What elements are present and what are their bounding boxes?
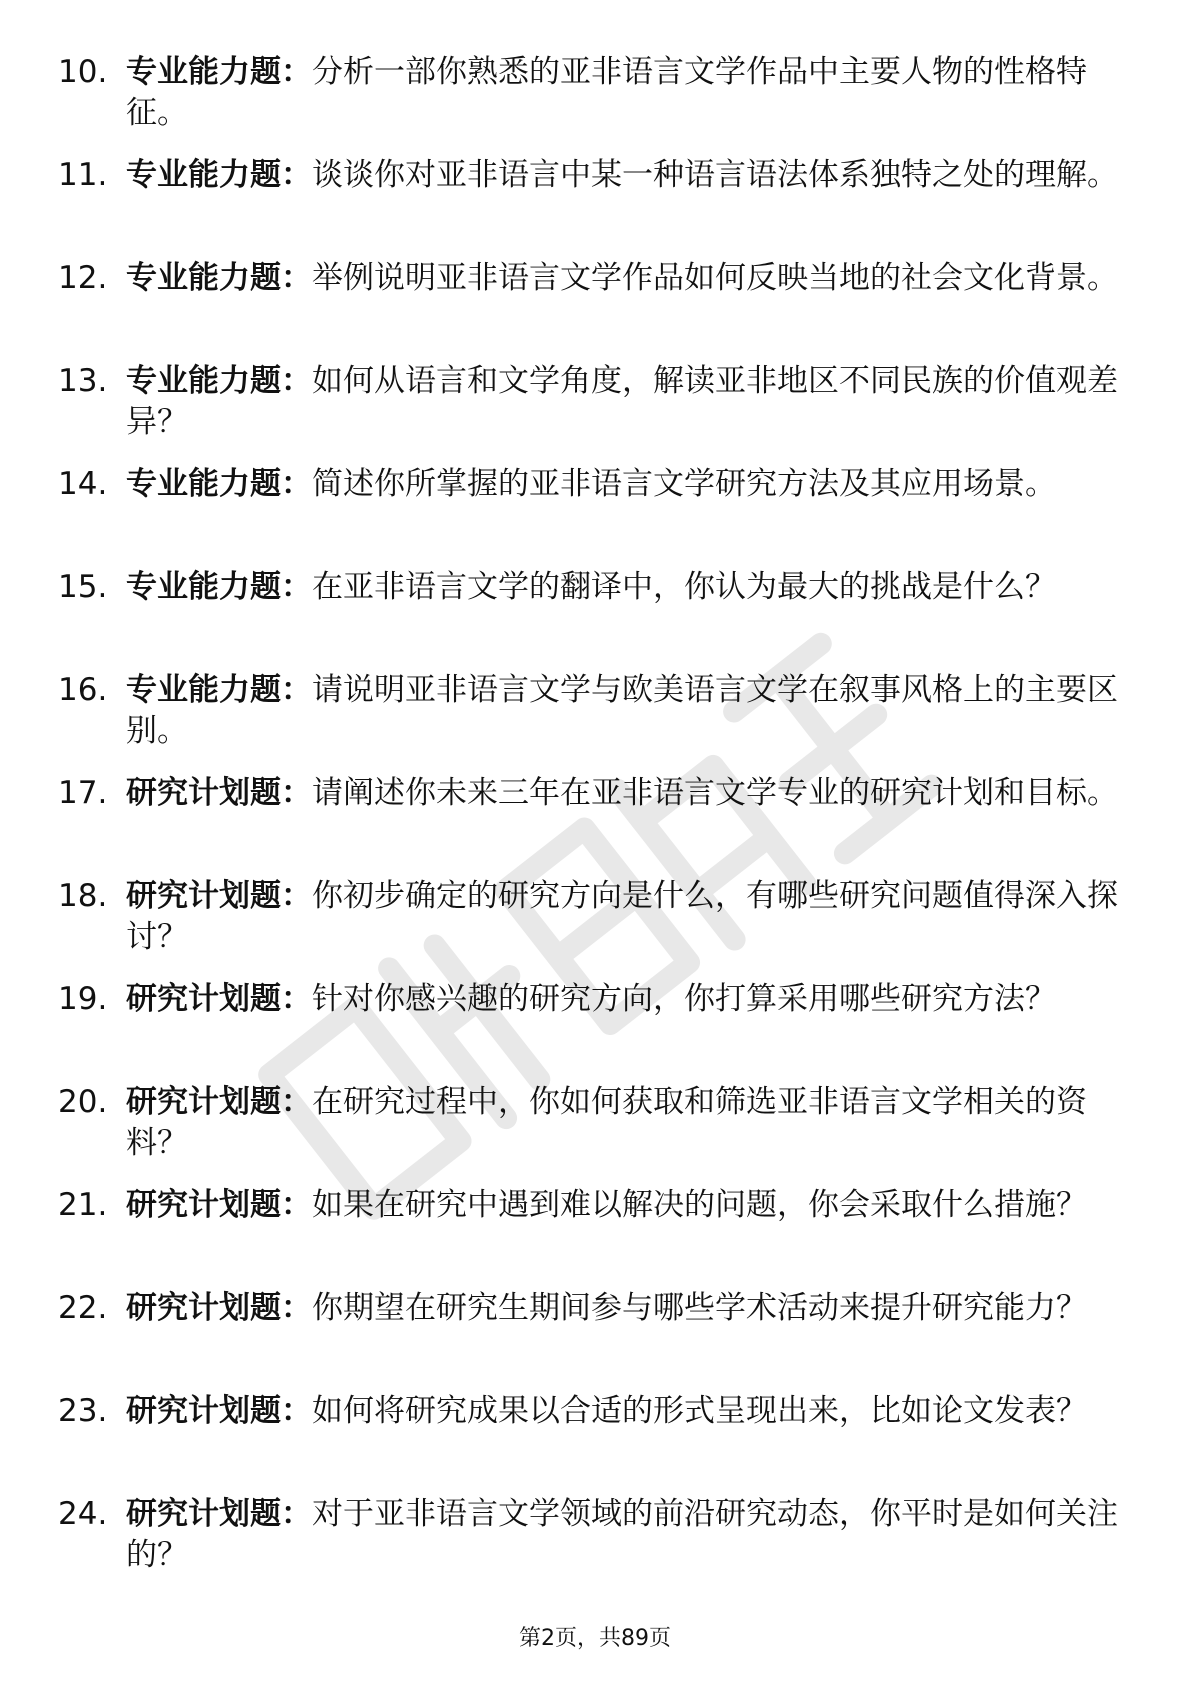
list-item [58,361,1118,464]
question-number: 11. [58,157,108,193]
question-category: 研究计划题： [126,1290,312,1326]
question-body: 分析一部你熟悉的亚非语言文学作品中主要人物的性格特征。 [126,54,1087,131]
question-text [126,464,1126,505]
question-body: 在研究过程中，你如何获取和筛选亚非语言文学相关的资料？ [126,1084,1087,1161]
question-text [126,670,1126,752]
list-item [58,155,1118,258]
question-category: 研究计划题： [126,1496,312,1532]
question-text [126,1185,1126,1226]
list-item [58,670,1118,773]
list-item [58,1391,1118,1494]
question-body: 请说明亚非语言文学与欧美语言文学在叙事风格上的主要区别。 [126,672,1118,749]
question-body: 如何将研究成果以合适的形式呈现出来，比如论文发表？ [312,1393,1087,1429]
question-number: 23. [58,1393,108,1429]
question-text [126,979,1126,1020]
list-item [58,52,1118,155]
question-text [126,1494,1126,1576]
list-item [58,258,1118,361]
question-category: 专业能力题： [126,157,312,193]
list-item [58,1288,1118,1391]
question-category: 研究计划题： [126,878,312,914]
question-category: 研究计划题： [126,775,312,811]
list-item [58,567,1118,670]
question-number: 20. [58,1084,108,1120]
question-category: 研究计划题： [126,1084,312,1120]
question-category: 专业能力题： [126,54,312,90]
question-text [126,361,1126,443]
list-item [58,773,1118,876]
list-item [58,1494,1118,1597]
question-number: 14. [58,466,108,502]
question-category: 研究计划题： [126,1393,312,1429]
question-category: 专业能力题： [126,260,312,296]
question-body: 针对你感兴趣的研究方向，你打算采用哪些研究方法？ [312,981,1056,1017]
question-body: 如何从语言和文学角度，解读亚非地区不同民族的价值观差异？ [126,363,1118,440]
question-number: 10. [58,54,108,90]
question-text [126,773,1126,814]
question-text [126,155,1126,196]
question-body: 在亚非语言文学的翻译中，你认为最大的挑战是什么？ [312,569,1056,605]
page-footer: 第2页，共89页 [519,1626,671,1651]
question-body: 你期望在研究生期间参与哪些学术活动来提升研究能力？ [312,1290,1087,1326]
question-category: 专业能力题： [126,672,312,708]
question-number: 22. [58,1290,108,1326]
question-number: 17. [58,775,108,811]
question-body: 简述你所掌握的亚非语言文学研究方法及其应用场景。 [312,466,1056,502]
question-text [126,567,1126,608]
question-list [58,52,1118,1597]
question-text [126,1082,1126,1164]
question-body: 如果在研究中遇到难以解决的问题，你会采取什么措施？ [312,1187,1087,1223]
question-text [126,1288,1126,1329]
question-category: 专业能力题： [126,363,312,399]
question-number: 18. [58,878,108,914]
list-item [58,1082,1118,1185]
question-text [126,876,1126,958]
question-number: 12. [58,260,108,296]
list-item [58,464,1118,567]
question-body: 谈谈你对亚非语言中某一种语言语法体系独特之处的理解。 [312,157,1118,193]
question-body: 你初步确定的研究方向是什么，有哪些研究问题值得深入探讨？ [126,878,1118,955]
list-item [58,979,1118,1082]
question-body: 举例说明亚非语言文学作品如何反映当地的社会文化背景。 [312,260,1118,296]
question-number: 24. [58,1496,108,1532]
question-text [126,1391,1126,1432]
question-number: 13. [58,363,108,399]
question-category: 研究计划题： [126,1187,312,1223]
list-item [58,876,1118,979]
question-category: 研究计划题： [126,981,312,1017]
question-number: 21. [58,1187,108,1223]
question-body: 请阐述你未来三年在亚非语言文学专业的研究计划和目标。 [312,775,1118,811]
list-item [58,1185,1118,1288]
question-number: 19. [58,981,108,1017]
question-body: 对于亚非语言文学领域的前沿研究动态，你平时是如何关注的？ [126,1496,1118,1573]
question-category: 专业能力题： [126,569,312,605]
question-category: 专业能力题： [126,466,312,502]
question-number: 15. [58,569,108,605]
question-text [126,52,1126,134]
question-text [126,258,1126,299]
question-number: 16. [58,672,108,708]
